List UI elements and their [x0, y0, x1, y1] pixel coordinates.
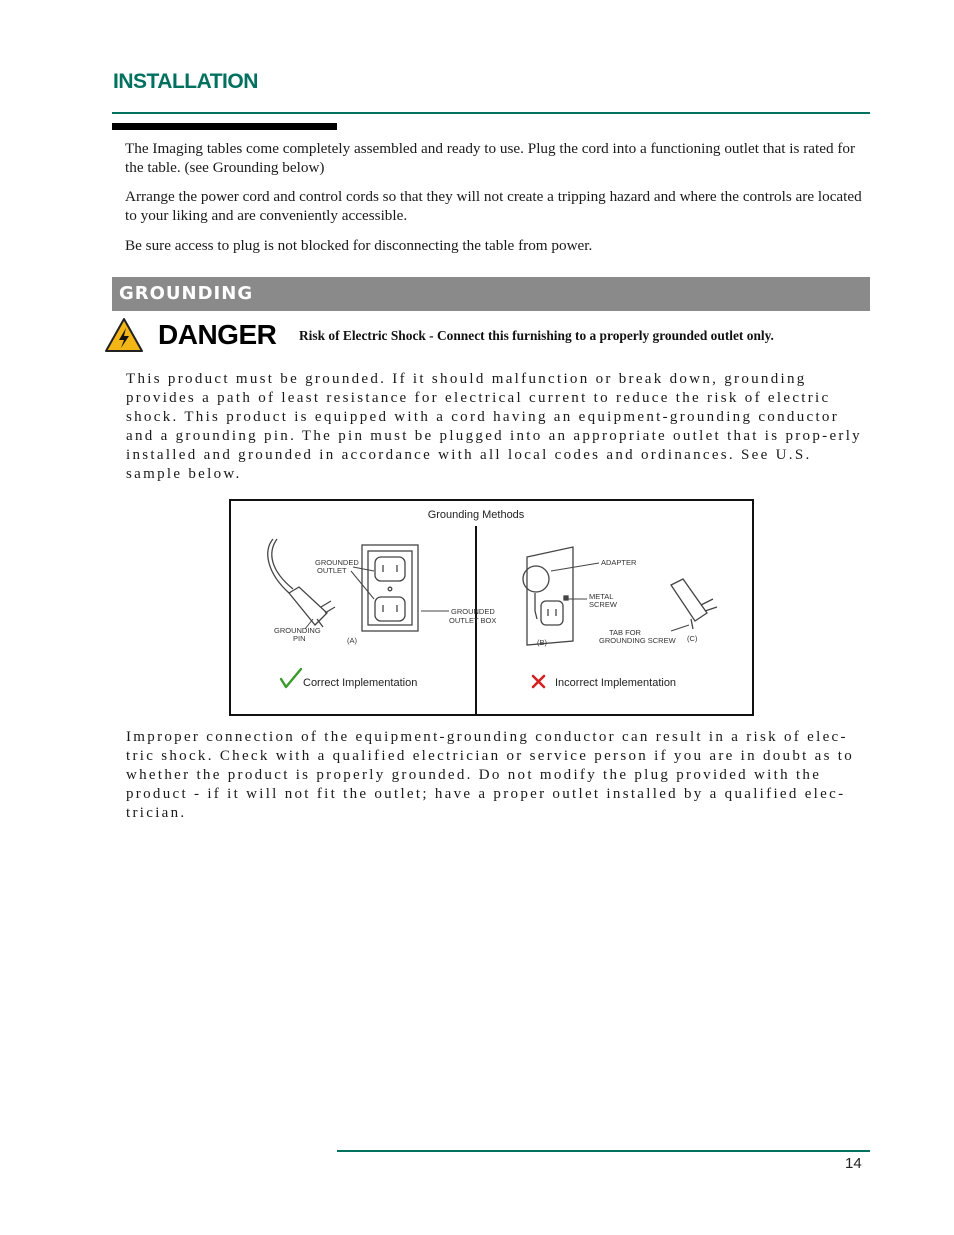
label-grounded-outlet-box-2: OUTLET BOX	[449, 616, 497, 625]
incorrect-implementation-label: Incorrect Implementation	[555, 677, 677, 689]
grounding-paragraph-1: This product must be grounded. If it should malfunction or break down, grounding provides a path of least resistance for electrical current to reduce the risk of electric shock. This product is equipped with a cord having an equipment-grounding conductor and a grounding pin. The pin must be plugged into an appropriate outlet that is prop-erly installed and grounded in accordance with all local codes and ordinances. See U.S. sample below.	[126, 371, 862, 482]
electric-warning-icon	[104, 317, 144, 353]
grounding-section-header: GROUNDING	[112, 277, 870, 311]
grounded-plug-illustration	[268, 539, 335, 627]
label-grounded-outlet-box: GROUNDED	[451, 607, 495, 616]
plug-illustration	[671, 579, 717, 629]
check-icon	[281, 669, 301, 687]
adapter-outlet-illustration	[523, 547, 573, 645]
installation-paragraph-1: The Imaging tables come completely assembled and ready to use. Plug the cord into a functioning outlet that is rated for the table. (see Grounding below)	[125, 140, 856, 176]
grounding-methods-figure	[229, 499, 754, 716]
danger-message: Risk of Electric Shock - Connect this furnishing to a properly grounded outlet only.	[299, 328, 774, 343]
label-c: (C)	[687, 634, 698, 643]
title-accent-bar	[112, 123, 337, 130]
label-adapter: ADAPTER	[601, 558, 637, 567]
label-metal-screw: METAL	[589, 592, 614, 601]
section-title: INSTALLATION	[113, 70, 258, 93]
label-tab-for: TAB FOR	[609, 628, 641, 637]
footer-rule	[337, 1150, 870, 1152]
label-grounded-outlet-2: OUTLET	[317, 566, 347, 575]
correct-implementation-label: Correct Implementation	[303, 677, 418, 689]
installation-paragraph-3: Be sure access to plug is not blocked for disconnecting the table from power.	[125, 237, 593, 254]
cross-icon	[533, 676, 544, 687]
grounding-paragraph-2: Improper connection of the equipment-grounding conductor can result in a risk of elec-tric shock. Check with a qualified electrician or service person if you are in doubt as to whether the product is properly grounded. Do not modify the plug provided with the product - if it will not fit the outlet; have a proper outlet installed by a qualified elec-trician.	[126, 729, 855, 821]
label-grounded-outlet: GROUNDED	[315, 558, 359, 567]
label-grounding-pin-2: PIN	[293, 634, 306, 643]
figure-title: Grounding Methods	[427, 509, 525, 521]
label-a: (A)	[347, 636, 357, 645]
label-grounding-pin: GROUNDING	[274, 626, 321, 635]
label-b: (B)	[537, 638, 547, 647]
label-metal-screw-2: SCREW	[589, 600, 617, 609]
title-rule	[112, 112, 870, 114]
label-grounding-screw: GROUNDING SCREW	[599, 636, 676, 645]
installation-paragraph-2: Arrange the power cord and control cords so that they will not create a tripping hazard and where the controls are located to your liking and are conveniently accessible.	[125, 188, 862, 224]
grounded-outlet-illustration	[362, 545, 418, 631]
danger-label: DANGER	[158, 319, 277, 350]
page-number: 14	[845, 1155, 862, 1172]
